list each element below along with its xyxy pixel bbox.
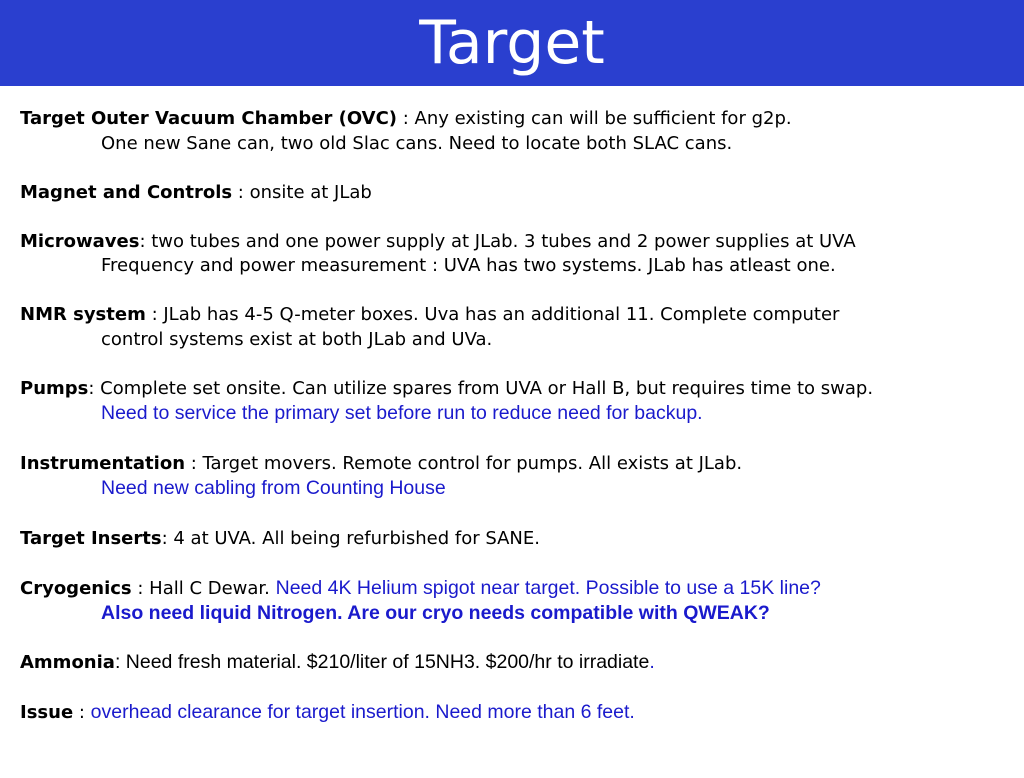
item-text: : JLab has 4-5 Q-meter boxes. Uva has an additional 11. Complete computer	[145, 304, 840, 325]
list-item-issue	[20, 700, 1020, 726]
item-label: Ammonia	[20, 652, 115, 673]
list-item-microwaves	[20, 230, 1020, 279]
item-detail: Frequency and power measurement : UVA has two systems. JLab has atleast one.	[101, 255, 836, 276]
list-item-nmr	[20, 303, 1020, 352]
item-label: Cryogenics	[20, 577, 132, 599]
list-item-instrumentation	[20, 452, 1020, 501]
item-label: Target Outer Vacuum Chamber (OVC)	[20, 108, 398, 129]
item-label: Microwaves	[20, 230, 140, 252]
item-label: Pumps	[20, 377, 89, 399]
list-item-cryogenics	[20, 576, 1020, 626]
item-text: : 4 at UVA. All being refurbished for SANE.	[161, 527, 540, 549]
item-text: : Hall C Dewar.	[131, 577, 276, 599]
title-bar	[0, 0, 1024, 86]
item-detail: control systems exist at both JLab and UVa.	[101, 328, 493, 350]
item-text: : two tubes and one power supply at JLab. 3 tubes and 2 power supplies at UVA	[139, 230, 856, 252]
item-note-bold: Also need liquid Nitrogen. Are our cryo needs compatible with QWEAK?	[101, 602, 770, 624]
item-note-inline: Need 4K Helium spigot near target. Possible to use a 15K line?	[275, 576, 821, 599]
list-item-ammonia	[20, 650, 1020, 676]
item-label: Target Inserts	[20, 527, 162, 549]
item-text: : Target movers. Remote control for pumps. All exists at JLab.	[185, 452, 743, 474]
list-item-target-inserts	[20, 527, 1020, 552]
slide-body	[20, 107, 1020, 750]
list-item-pumps	[20, 377, 1020, 426]
list-item-magnet	[20, 181, 1020, 206]
item-text: : Complete set onsite. Can utilize spares from UVA or Hall B, but requires time to swap.	[88, 377, 874, 399]
item-note: Need to service the primary set before run to reduce need for backup.	[101, 402, 703, 424]
item-label: NMR system	[20, 304, 146, 325]
item-note: Need new cabling from Counting House	[101, 477, 446, 499]
item-label: Magnet and Controls	[20, 181, 233, 203]
item-text: : Need fresh material. $210/liter of 15NH3. $200/hr to irradiate	[114, 651, 650, 673]
item-label: Instrumentation	[20, 452, 186, 474]
item-note-inline: overhead clearance for target insertion. Need more than 6 feet.	[90, 701, 635, 723]
item-text-end: .	[649, 651, 655, 673]
slide-title: Target	[419, 8, 605, 78]
item-text: :	[73, 702, 91, 723]
item-detail: One new Sane can, two old Slac cans. Need to locate both SLAC cans.	[101, 132, 733, 154]
item-text: : Any existing can will be sufficient for g2p.	[397, 108, 792, 129]
list-item-ovc	[20, 107, 1020, 156]
item-label: Issue	[20, 702, 74, 723]
item-text: : onsite at JLab	[232, 181, 372, 203]
